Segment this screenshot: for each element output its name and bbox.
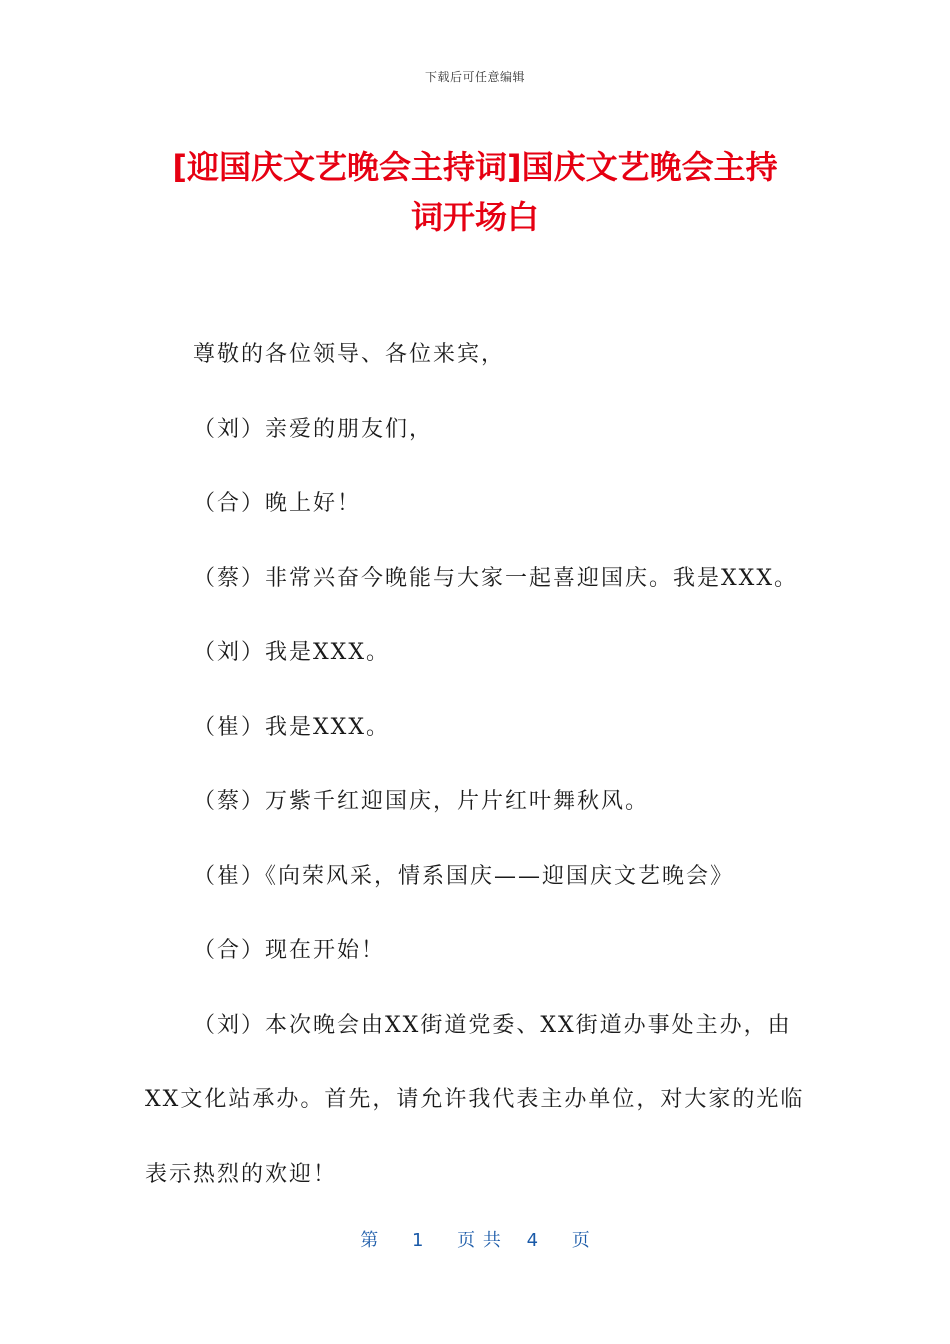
page-number: 1 [411,1230,424,1251]
document-title [140,142,810,242]
page-footer [0,1226,950,1252]
paragraph: （刘）本次晚会由XX街道党委、XX街道办事处主办，由 [193,1012,792,1038]
paragraph: （合）现在开始！ [193,938,386,963]
title-line-2: 词开场白 [410,198,539,236]
document-body [145,318,805,1212]
total-pages: 4 [526,1230,539,1251]
header-note: 下载后可任意编辑 [424,70,525,84]
page-prefix: 第 [360,1230,379,1251]
paragraph: （刘）我是XXX。 [193,640,390,665]
page-mid: 页 共 [457,1230,501,1251]
paragraph: （崔）《向荣风采，情系国庆——迎国庆文艺晚会》 [193,863,735,889]
paragraph-continuation: 表示热烈的欢迎！ [145,1161,338,1187]
paragraph: （蔡）非常兴奋今晚能与大家一起喜迎国庆。我是XXX。 [193,565,798,591]
paragraph: （蔡）万紫千红迎国庆，片片红叶舞秋风。 [193,789,650,814]
paragraph: （崔）我是XXX。 [193,714,390,740]
paragraph-continuation: XX文化站承办。首先，请允许我代表主办单位，对大家的光临 [145,1087,805,1112]
paragraph: 尊敬的各位领导、各位来宾， [193,342,506,367]
paragraph: （刘）亲爱的朋友们， [193,416,434,442]
paragraph: （合）晚上好！ [193,491,362,516]
page-suffix: 页 [571,1230,590,1251]
title-line-1: [迎国庆文艺晚会主持词]国庆文艺晚会主持 [172,148,778,186]
